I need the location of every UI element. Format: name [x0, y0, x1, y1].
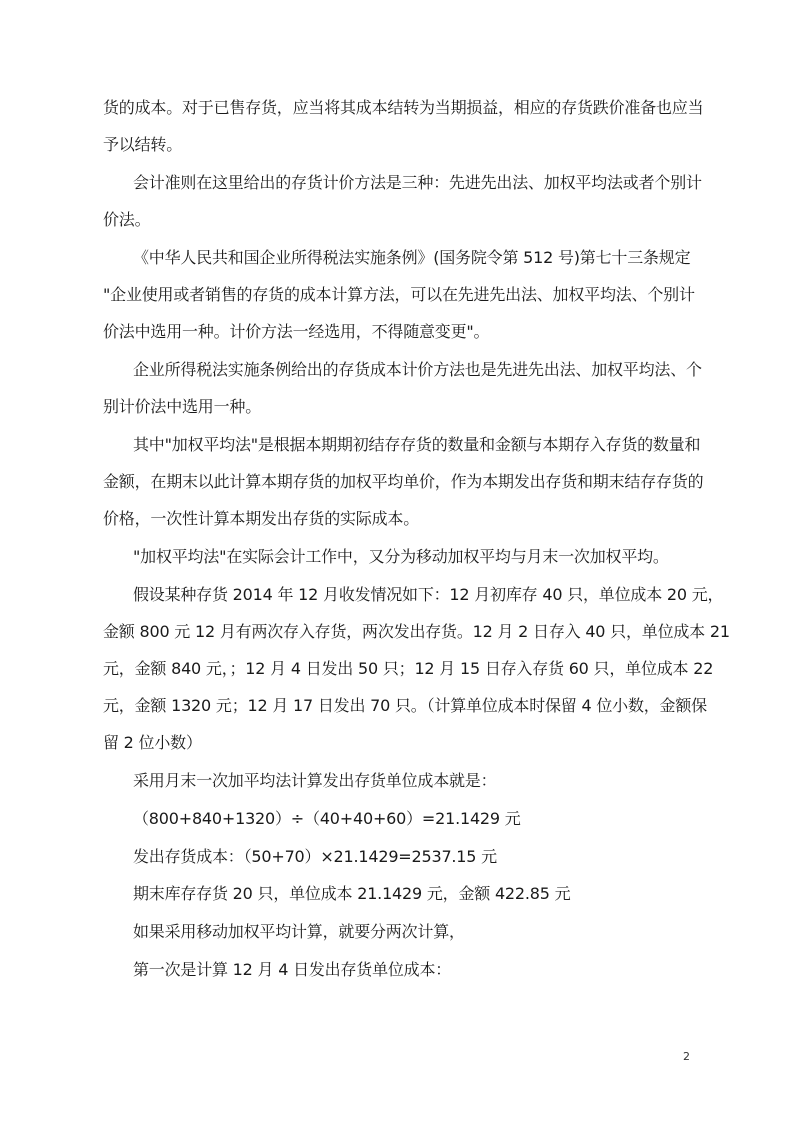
paragraph-line: 采用月末一次加平均法计算发出存货单位成本就是：: [133, 771, 497, 790]
document-body: [103, 98, 730, 979]
paragraph-line: 其中"加权平均法"是根据本期期初结存存货的数量和金额与本期存入存货的数量和: [133, 435, 701, 454]
paragraph-line: 如果采用移动加权平均计算，就要分两次计算，: [133, 922, 465, 941]
page-number: 2: [683, 1050, 690, 1063]
paragraph-line: 会计准则在这里给出的存货计价方法是三种：先进先出法、加权平均法或者个别计: [133, 173, 702, 192]
paragraph-line: 予以结转。: [103, 135, 183, 154]
paragraph-line: 元，金额 840 元，；12 月 4 日发出 50 只；12 月 15 日存入存货 60 只，单位成本 22: [103, 659, 714, 678]
paragraph-line: 金额，在期末以此计算本期存货的加权平均单价，作为本期发出存货和期末结存存货的: [103, 472, 704, 491]
paragraph-line: "企业使用或者销售的存货的成本计算方法，可以在先进先出法、加权平均法、个别计: [103, 285, 695, 304]
paragraph-line: "加权平均法"在实际会计工作中，又分为移动加权平均与月末一次加权平均。: [133, 547, 669, 566]
paragraph-line: 价法。: [103, 210, 151, 229]
paragraph-line: 价格，一次性计算本期发出存货的实际成本。: [103, 509, 420, 528]
formula-line: （800+840+1320）÷（40+40+60）=21.1429 元: [133, 809, 521, 828]
paragraph-line: 留 2 位小数）: [103, 733, 202, 752]
paragraph-line: 假设某种存货 2014 年 12 月收发情况如下：12 月初库存 40 只，单位成本 20 元，: [133, 585, 724, 604]
paragraph-line: 发出存货成本：（50+70）×21.1429=2537.15 元: [133, 847, 497, 866]
paragraph-line: 第一次是计算 12 月 4 日发出存货单位成本：: [133, 960, 452, 979]
paragraph-line: 别计价法中选用一种。: [103, 397, 262, 416]
paragraph-line: 期末库存存货 20 只，单位成本 21.1429 元，金额 422.85 元: [133, 884, 571, 903]
paragraph-line: 元，金额 1320 元；12 月 17 日发出 70 只。（计算单位成本时保留 4 位小数，金额保: [103, 696, 707, 715]
paragraph-line: 企业所得税法实施条例给出的存货成本计价方法也是先进先出法、加权平均法、个: [133, 360, 702, 379]
paragraph-line: 金额 800 元 12 月有两次存入存货，两次发出存货。12 月 2 日存入 40 只，单位成本 21: [103, 622, 730, 641]
paragraph-line: 价法中选用一种。计价方法一经选用，不得随意变更"。: [103, 322, 490, 341]
paragraph-line: 货的成本。对于已售存货，应当将其成本结转为当期损益，相应的存货跌价准备也应当: [103, 98, 704, 117]
paragraph-line: 《中华人民共和国企业所得税法实施条例》(国务院令第 512 号)第七十三条规定: [133, 248, 691, 267]
